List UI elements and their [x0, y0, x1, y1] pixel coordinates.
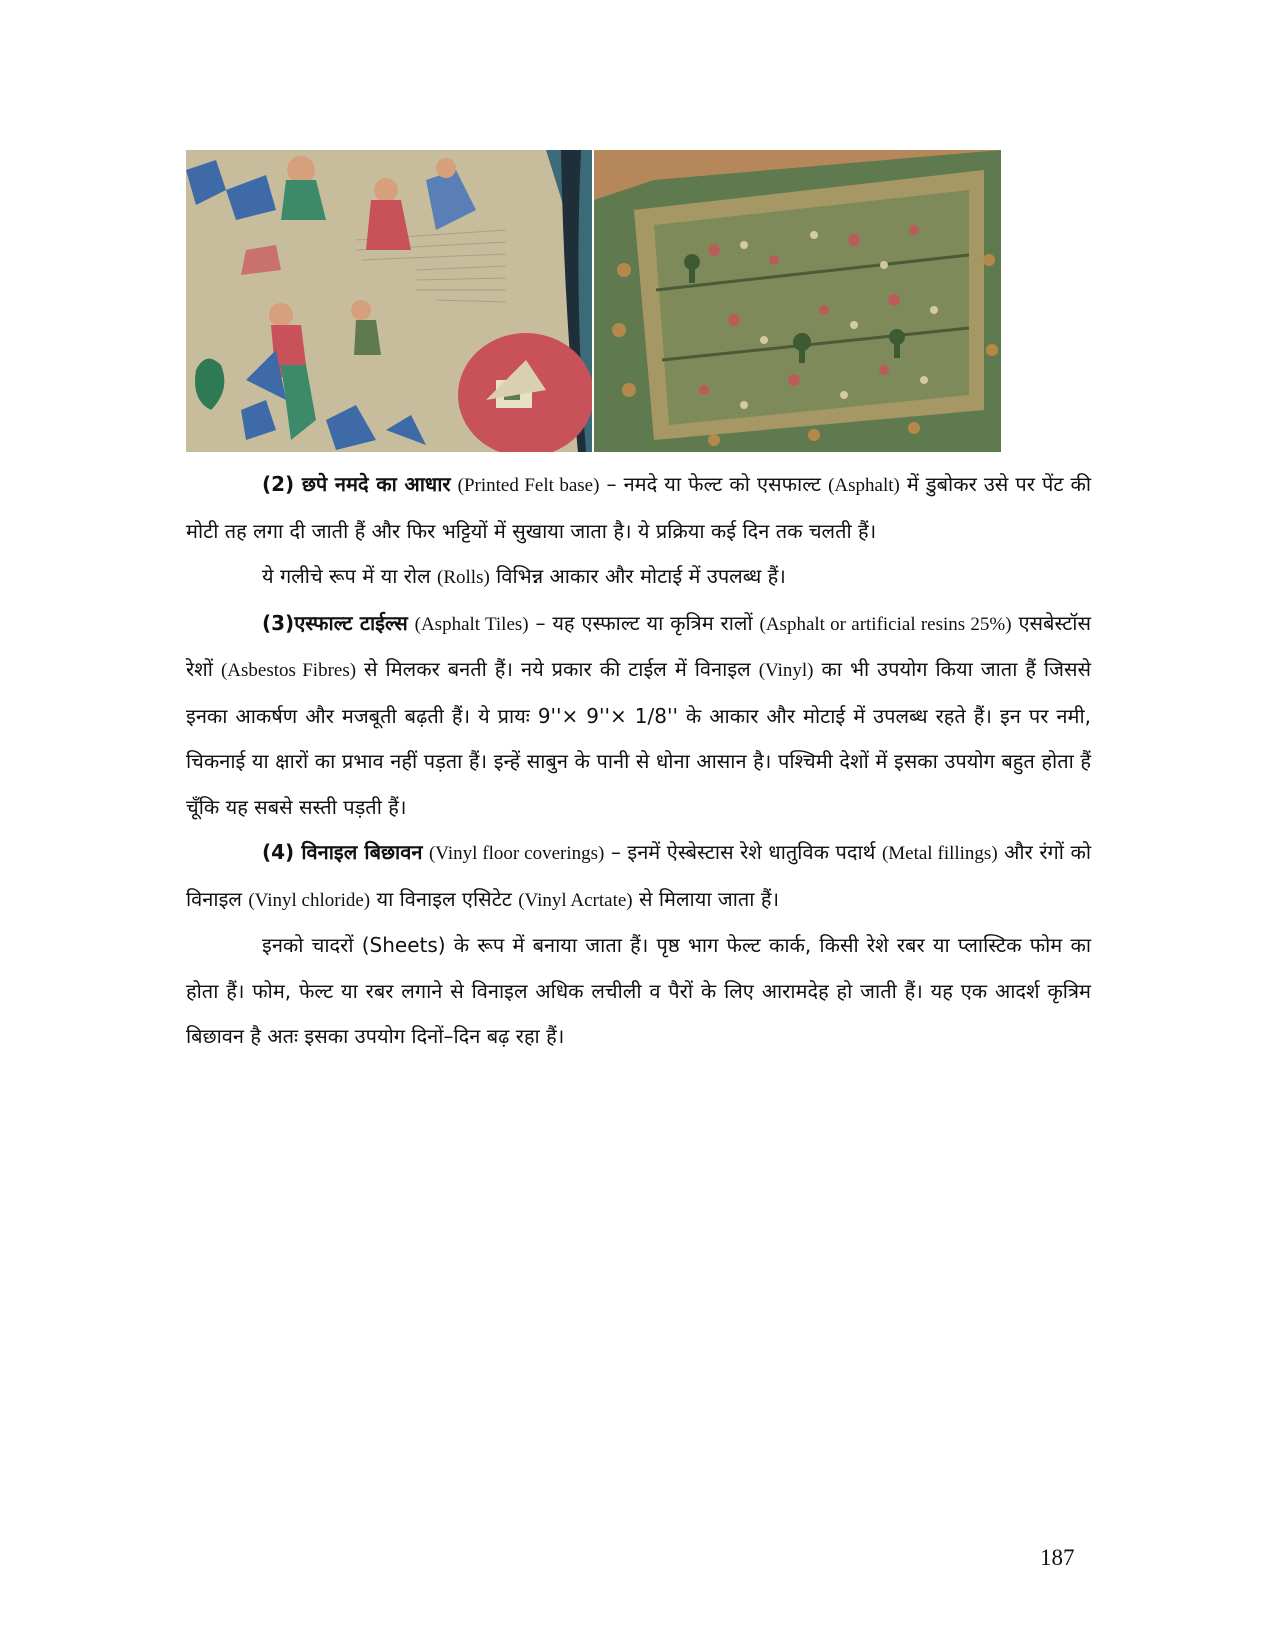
- section-vinyl-floor-coverings: [186, 830, 1091, 923]
- body-run: से मिलाया जाता हैं।: [632, 886, 780, 911]
- english-term: (Asphalt or artificial resins 25%): [759, 613, 1012, 635]
- body-run: विभिन्न आकार और मोटाई में उपलब्ध हैं।: [489, 564, 786, 588]
- page-number: 187: [1040, 1545, 1075, 1570]
- body-text: [186, 462, 1091, 1060]
- body-run: – यह एस्फाल्ट या कृत्रिम रालों: [528, 610, 760, 635]
- section-asphalt-tiles: [186, 601, 1091, 831]
- english-term: (Metal fillings): [881, 843, 998, 864]
- section-heading: (2) छपे नमदे का आधार: [262, 472, 451, 496]
- body-run: में डुबोकर उसे पर पेंट की मोटी तह लगा दी जाती हैं और फिर भट्टियों में सुखाया जाता है। ये प्रक्रिया कई दिन तक चलती हैं।: [186, 472, 1092, 543]
- paragraph-sheets: इनको चादरों (Sheets) के रूप में बनाया जाता हैं। पृष्ठ भाग फेल्ट कार्क, किसी रेशे रबर या प्लास्टिक फोम का होता हैं। फोम, फेल्ट या रबर लगाने से विनाइल अधिक लचीली व पैरों के लिए आरामदेह हो जाती हैं। यह एक आदर्श कृत्रिम बिछावन है अतः इसका उपयोग दिनों–दिन बढ़ रहा हैं।: [186, 933, 1091, 1048]
- rug-illustration-right: [594, 150, 1001, 452]
- rug-illustration-left: [186, 150, 592, 452]
- figure-row: [186, 150, 1001, 452]
- section-printed-felt-base: [186, 462, 1091, 554]
- body-run: या विनाइल एसिटेट: [370, 886, 519, 911]
- english-term: (Asbestos Fibres): [220, 660, 357, 681]
- body-run: का भी उपयोग किया जाता हैं जिससे इनका आकर्षण और मजबूती बढ़ती हैं। ये प्रायः 9''× 9''× 1/8'' के आकार और मोटाई में उपलब्ध रहते हैं। इन पर नमी, चिकनाई या क्षारों का प्रभाव नहीं पड़ता हैं। इन्हें साबुन के पानी से धोना आसान है। पश्चिमी देशों में इसका उपयोग बहुत होता हैं चूँकि यह सबसे सस्ती पड़ती हैं।: [186, 657, 1091, 819]
- english-term: (Vinyl Acrtate): [518, 889, 633, 911]
- english-term: (Vinyl): [758, 660, 814, 681]
- section-heading: (4) विनाइल बिछावन: [262, 840, 423, 864]
- body-run: से मिलकर बनती हैं। नये प्रकार की टाईल में विनाइल: [356, 657, 759, 681]
- english-term: (Vinyl chloride): [248, 889, 371, 911]
- english-term: (Asphalt): [828, 475, 900, 496]
- english-term: (Vinyl floor coverings): [428, 843, 605, 864]
- body-run: – इनमें ऐस्बेस्टास रेशे धातुविक पदार्थ: [604, 840, 882, 864]
- paragraph-rolls: [186, 554, 1091, 601]
- section-heading: (3)एस्फाल्ट टाईल्स: [262, 610, 408, 635]
- rug-photo-right: [594, 150, 1001, 452]
- body-run: एसबेस्टॉस रेशों: [186, 610, 1092, 681]
- body-run: और रंगों को विनाइल: [186, 840, 1092, 911]
- english-term: (Rolls): [437, 567, 490, 588]
- body-run: – नमदे या फेल्ट को एसफाल्ट: [599, 472, 829, 496]
- english-term: (Asphalt Tiles): [414, 613, 529, 635]
- body-run: ये गलीचे रूप में या रोल: [262, 564, 438, 588]
- english-term: (Printed Felt base): [457, 475, 600, 496]
- rug-photo-left: [186, 150, 592, 452]
